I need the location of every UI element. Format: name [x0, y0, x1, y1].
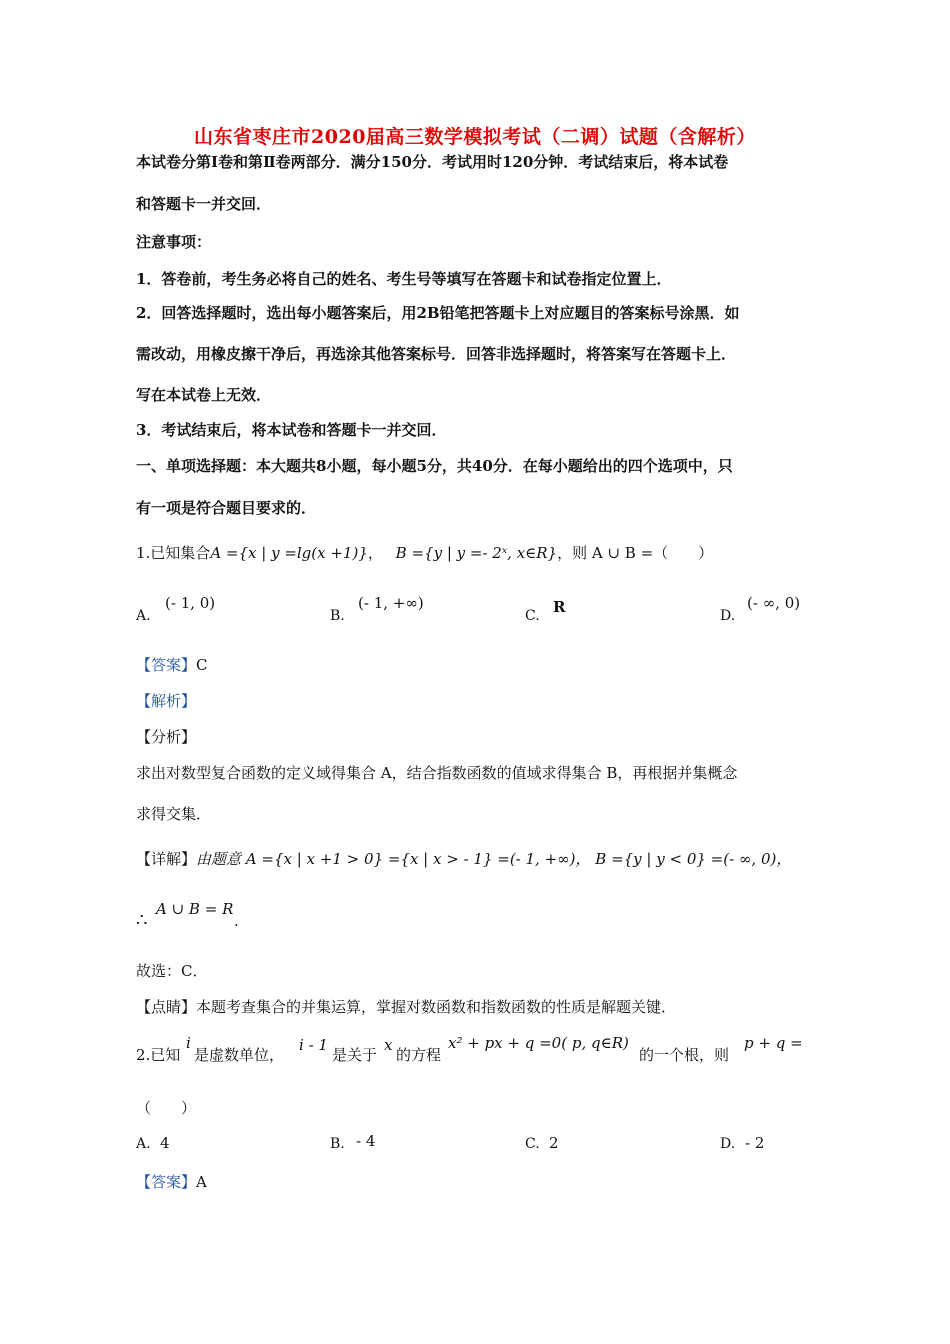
q1-dianjing: [136, 996, 676, 1018]
section1-line-1: 一、单项选择题：本大题共8小题，每小题5分，共40分．在每小题给出的四个选项中，只: [136, 457, 733, 475]
q1-stem: [136, 542, 713, 564]
q2-paren: （ ）: [136, 1099, 197, 1117]
q2-equation: x² + px + q =0( p, q∈R): [448, 1034, 629, 1052]
q2-part3: 是关于: [332, 1046, 378, 1064]
q1-set-b: B ={y | y =- 2ˣ, x∈R}: [395, 544, 558, 562]
q2-option-d-letter: D.: [720, 1136, 736, 1152]
q2-part1: 2.已知: [136, 1046, 181, 1064]
q1-dianjing-tag: 【点睛】: [136, 998, 197, 1016]
q1-answer-value: C: [196, 656, 208, 674]
q2-answer: [136, 1171, 207, 1193]
intro-line-1: 本试卷分第Ⅰ卷和第Ⅱ卷两部分．满分150分．考试用时120分钟．考试结束后，将本试卷: [136, 153, 729, 171]
q2-option-c-value: 2: [549, 1134, 559, 1152]
q2-i: i: [186, 1034, 191, 1052]
q1-sep: ，: [367, 544, 383, 562]
q2-part2: 是虚数单位，: [194, 1046, 285, 1064]
q2-part4: 的方程: [396, 1046, 442, 1064]
q1-option-a-letter: A.: [136, 608, 151, 624]
q1-option-b-value: (- 1, +∞): [358, 594, 424, 612]
notice-1: 1．答卷前，考生务必将自己的姓名、考生号等填写在答题卡和试卷指定位置上．: [136, 270, 672, 288]
intro-line-2: 和答题卡一并交回．: [136, 195, 272, 213]
q1-therefore-end: .: [234, 912, 239, 930]
q2-x: x: [384, 1036, 393, 1054]
q1-detail-text: 由题意 A ={x | x +1 > 0} ={x | x > - 1} =(- 1, +∞)， B ={y | y < 0} =(- ∞, 0)，: [196, 850, 792, 868]
q1-fenxi-text-1: 求出对数型复合函数的定义域得集合 A，结合指数函数的值域求得集合 B，再根据并集概念: [136, 764, 738, 782]
q2-option-c-letter: C.: [525, 1136, 540, 1152]
q1-option-d-value: (- ∞, 0): [747, 594, 801, 612]
q1-dianjing-text: 本题考查集合的并集运算，掌握对数函数和指数函数的性质是解题关键．: [196, 998, 677, 1016]
q1-set-a: A ={x | y =lg(x +1)}: [210, 544, 368, 562]
q1-option-d-letter: D.: [720, 608, 736, 624]
q2-option-b-letter: B.: [330, 1136, 345, 1152]
therefore-symbol: ∴: [136, 910, 148, 931]
notice-2c: 写在本试卷上无效．: [136, 386, 272, 404]
q1-answer-tag: 【答案】: [136, 656, 197, 674]
q1-detail: [136, 848, 791, 870]
q2-stem: [136, 1032, 816, 1072]
q2-p-plus-q: p + q =: [744, 1034, 803, 1052]
q2-option-a-letter: A.: [136, 1136, 151, 1152]
q1-prefix: 1.已知集合: [136, 544, 211, 562]
q1-fenxi-tag: 【分析】: [136, 728, 197, 746]
q2-option-a-value: 4: [160, 1134, 170, 1152]
q2-answer-tag: 【答案】: [136, 1173, 197, 1191]
q1-option-b-letter: B.: [330, 608, 345, 624]
q1-therefore-expr: A ∪ B = R: [156, 900, 234, 918]
section1-line-2: 有一项是符合题目要求的．: [136, 499, 317, 517]
notice-2a: 2．回答选择题时，选出每小题答案后，用2B铅笔把答题卡上对应题目的答案标号涂黑．如: [136, 304, 740, 322]
q1-option-c-value: R: [553, 598, 566, 616]
q2-part5: 的一个根，则: [639, 1046, 730, 1064]
q2-i-minus-1: i - 1: [299, 1036, 328, 1054]
q2-option-b-value: - 4: [356, 1132, 376, 1150]
q1-answer: [136, 654, 208, 676]
q2-option-d-value: - 2: [745, 1134, 765, 1152]
document-title: 山东省枣庄市2020届高三数学模拟考试（二调）试题（含解析）: [194, 126, 756, 148]
q1-fenxi-text-2: 求得交集．: [136, 805, 212, 823]
notice-3: 3．考试结束后，将本试卷和答题卡一并交回．: [136, 421, 447, 439]
q1-choose: 故选：C．: [136, 962, 208, 980]
q1-detail-tag: 【详解】: [136, 850, 197, 868]
notice-heading: 注意事项：: [136, 233, 212, 251]
q1-option-a-value: (- 1, 0): [165, 594, 216, 612]
notice-2b: 需改动，用橡皮擦干净后，再选涂其他答案标号．回答非选择题时，将答案写在答题卡上．: [136, 345, 737, 363]
q2-answer-value: A: [196, 1173, 207, 1191]
q1-option-c-letter: C.: [525, 608, 540, 624]
q1-jiexi-tag: 【解析】: [136, 692, 197, 710]
q1-suffix: ，则 A ∪ B =（ ）: [557, 544, 714, 562]
